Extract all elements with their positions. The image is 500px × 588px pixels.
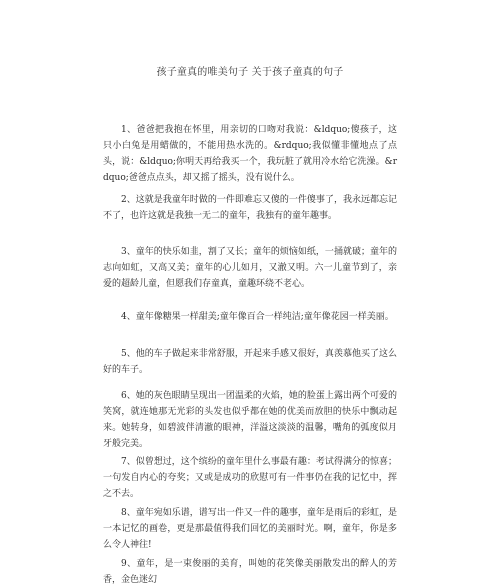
paragraph-2: 2、这就是我童年时做的一件即难忘又傻的一件傻事了，我永远都忘记不了，也许这就是我独一无二的童年，我独有的童年趣事。	[103, 195, 397, 221]
paragraph-5: 5、他的车子做起来非常舒服，开起来手感又很好，真羡慕他买了这么好的车子。	[103, 349, 397, 375]
paragraph-7: 7、似曾想过，这个缤纷的童年里什么事最有趣：考试得满分的惊喜；一句发自内心的夸奖；又或是成功的欣慰可有一件事仍在我的记忆中，挥之不去。	[103, 457, 397, 499]
paragraph-3: 3、童年的快乐如韭，割了又长；童年的烦恼如纸，一捅就破；童年的志向如虹，又高又美；童年的心儿如月，又澈又明。六一儿童节到了，亲爱的超龄儿童，但愿我们存童真，童趣环绕不老心。	[103, 247, 397, 289]
document-title: 孩子童真的唯美句子 关于孩子童真的句子	[156, 67, 344, 78]
paragraph-6: 6、她的灰色眼睛呈现出一团温柔的火焰，她的脸蛋上露出两个可爱的笑窝，就连她那无光彩的头发也似乎都在她的优美而放胆的快乐中飘动起来。她转身，如碧波伴清澈的眼神，洋溢这淡淡的温馨，嘴角的弧度似月牙般完美。	[103, 391, 397, 449]
paragraph-1: 1、爸爸把我抱在怀里，用亲切的口吻对我说：&ldquo;傻孩子，这只小白兔是用蜡做的，不能用热水洗的。&rdquo;我似懂非懂地点了点头，说：&ldquo;你明天再给我买一个，我玩脏了就用冷水给它洗澡。&rdquo;爸爸点点头，却又摇了摇头，没有说什么。	[103, 125, 397, 183]
paragraph-9: 9、童年，是一束俊丽的美育，叫她的花笑像美丽散发出的醉人的芳香，金色迷幻	[103, 559, 397, 585]
paragraph-4: 4、童年像糖果一样甜美;童年像百合一样纯洁;童年像花园一样美丽。	[121, 312, 394, 322]
paragraph-8: 8、童年宛如乐谱，谱写出一件又一件的趣事，童年是雨后的彩虹，是一本记忆的画卷，更是那最值得我们回忆的美丽时光。啊，童年，你是多么令人神往!	[103, 508, 397, 550]
